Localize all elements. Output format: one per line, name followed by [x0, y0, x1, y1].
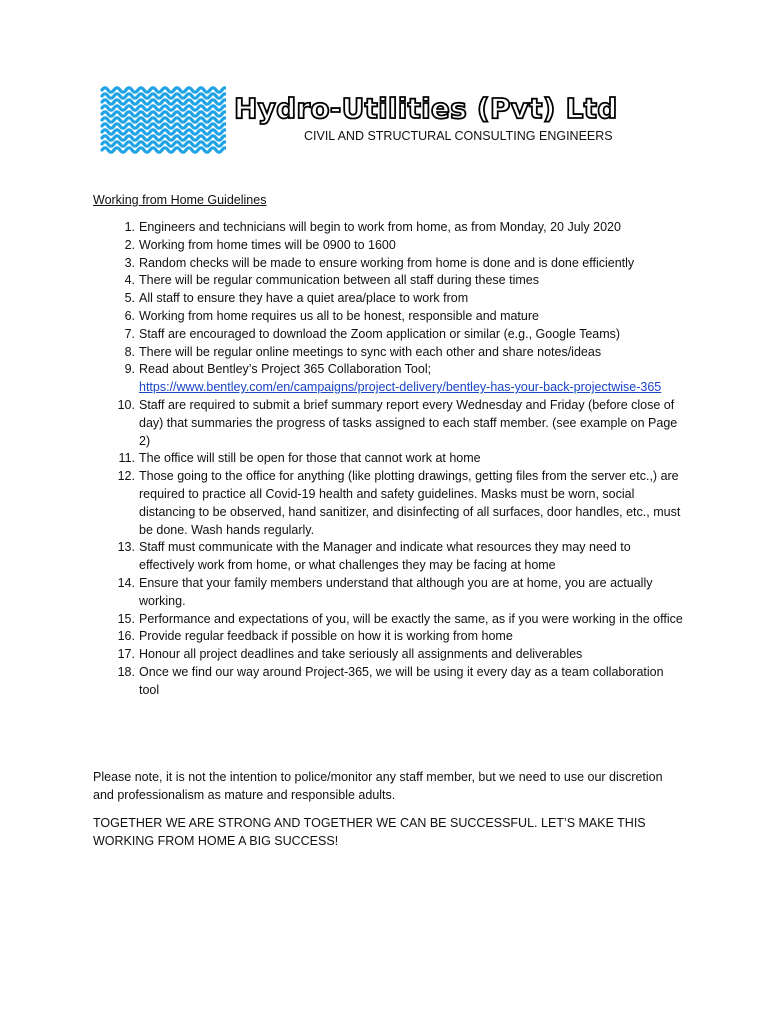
guideline-number: 15. — [117, 611, 135, 626]
guideline-number: 13. — [117, 540, 135, 555]
guideline-item — [93, 664, 683, 700]
water-waves-icon — [100, 86, 226, 154]
guideline-item — [93, 450, 683, 468]
document-title: Working from Home Guidelines — [93, 193, 267, 207]
wave-line — [102, 118, 226, 122]
wave-line — [102, 112, 226, 116]
guideline-item — [93, 468, 683, 539]
guideline-item — [93, 290, 683, 308]
wave-line — [102, 106, 226, 110]
guideline-number: 11. — [118, 451, 135, 466]
guideline-number: 8. — [124, 344, 135, 359]
guideline-text: Honour all project deadlines and take seriously all assignments and deliverables — [139, 647, 583, 662]
guideline-text: Working from home requires us all to be honest, responsible and mature — [139, 308, 539, 323]
guideline-number: 18. — [117, 664, 135, 679]
wave-line — [102, 100, 226, 104]
wave-line — [102, 148, 226, 152]
company-name: Hydro-Utilities (Pvt) Ltd — [234, 92, 618, 125]
guideline-number: 1. — [124, 220, 135, 234]
guideline-text: Engineers and technicians will begin to work from home, as from Monday, 20 July 2020 — [139, 220, 621, 234]
guideline-item — [93, 361, 683, 397]
wave-line — [102, 136, 226, 140]
guideline-number: 17. — [117, 647, 135, 662]
guideline-item — [93, 255, 683, 273]
guideline-text: Once we find our way around Project-365, we will be using it every day as a team collaboration tool — [139, 664, 664, 697]
guideline-text: The office will still be open for those that cannot work at home — [139, 451, 481, 466]
wave-line — [102, 130, 226, 134]
guideline-text: There will be regular communication between all staff during these times — [139, 273, 539, 288]
guideline-text: Staff must communicate with the Manager and indicate what resources they may need to effectively work from home, or what challenges they may be facing at home — [139, 540, 631, 573]
guideline-number: 3. — [124, 255, 135, 270]
wave-line — [102, 124, 226, 128]
guideline-text: Ensure that your family members understand that although you are at home, you are actually working. — [139, 575, 653, 608]
guideline-item — [93, 219, 683, 237]
guideline-number: 9. — [124, 362, 135, 377]
guideline-number: 14. — [117, 575, 135, 590]
guideline-number: 12. — [117, 469, 135, 484]
guideline-text: Working from home times will be 0900 to 1600 — [139, 237, 396, 252]
guideline-text: Read about Bentley’s Project 365 Collaboration Tool; — [139, 362, 432, 377]
guideline-text: There will be regular online meetings to sync with each other and share notes/ideas — [139, 344, 602, 359]
guideline-item — [93, 237, 683, 255]
wave-line — [102, 142, 226, 146]
guideline-text: Staff are encouraged to download the Zoom application or similar (e.g., Google Teams) — [139, 326, 621, 341]
guideline-item — [93, 397, 683, 450]
guideline-number: 7. — [124, 326, 135, 341]
guideline-text: All staff to ensure they have a quiet area/place to work from — [139, 291, 469, 306]
guideline-text: Performance and expectations of you, will be exactly the same, as if you were working in the office — [139, 611, 683, 626]
guideline-text: Those going to the office for anything (like plotting drawings, getting files from the server etc.,) are required to practice all Covid-19 health and safety guidelines. Masks must be worn, social distancing to be observed, hand sanitizer, and disinfecting of all surfaces, door handles, etc., must be done. Wash hands regularly. — [139, 469, 681, 537]
guideline-number: 2. — [124, 237, 135, 252]
guideline-item — [93, 272, 683, 290]
note-paragraph: Please note, it is not the intention to police/monitor any staff member, but we need to use our discretion and professionalism as mature and responsible adults. — [93, 770, 663, 802]
guideline-number: 10. — [117, 397, 135, 412]
guideline-item — [93, 646, 683, 664]
wave-line — [102, 94, 226, 98]
guideline-number: 6. — [124, 308, 135, 323]
guideline-item — [93, 611, 683, 629]
guideline-number: 5. — [124, 291, 135, 306]
closing-statement: TOGETHER WE ARE STRONG AND TOGETHER WE CAN BE SUCCESSFUL. LET’S MAKE THIS WORKING FROM HOME A BIG SUCCESS! — [93, 816, 646, 848]
guideline-text: Staff are required to submit a brief summary report every Wednesday and Friday (before close of day) that summaries the progress of tasks assigned to each staff member. (see example on Page 2) — [139, 397, 678, 448]
guideline-item — [93, 308, 683, 326]
guideline-item — [93, 326, 683, 344]
guideline-item — [93, 575, 683, 611]
guideline-item — [93, 539, 683, 575]
bentley-link[interactable]: https://www.bentley.com/en/campaigns/project-delivery/bentley-has-your-back-projectwise-365 — [139, 380, 662, 395]
guideline-item — [93, 628, 683, 646]
guideline-text: Random checks will be made to ensure working from home is done and is done efficiently — [139, 255, 635, 270]
company-subtitle: CIVIL AND STRUCTURAL CONSULTING ENGINEERS — [304, 129, 613, 143]
wave-line — [102, 88, 226, 92]
guideline-number: 16. — [117, 629, 135, 644]
guideline-text: Provide regular feedback if possible on how it is working from home — [139, 629, 513, 644]
guideline-number: 4. — [124, 273, 135, 288]
guidelines-list — [93, 219, 683, 700]
guideline-item — [93, 344, 683, 362]
